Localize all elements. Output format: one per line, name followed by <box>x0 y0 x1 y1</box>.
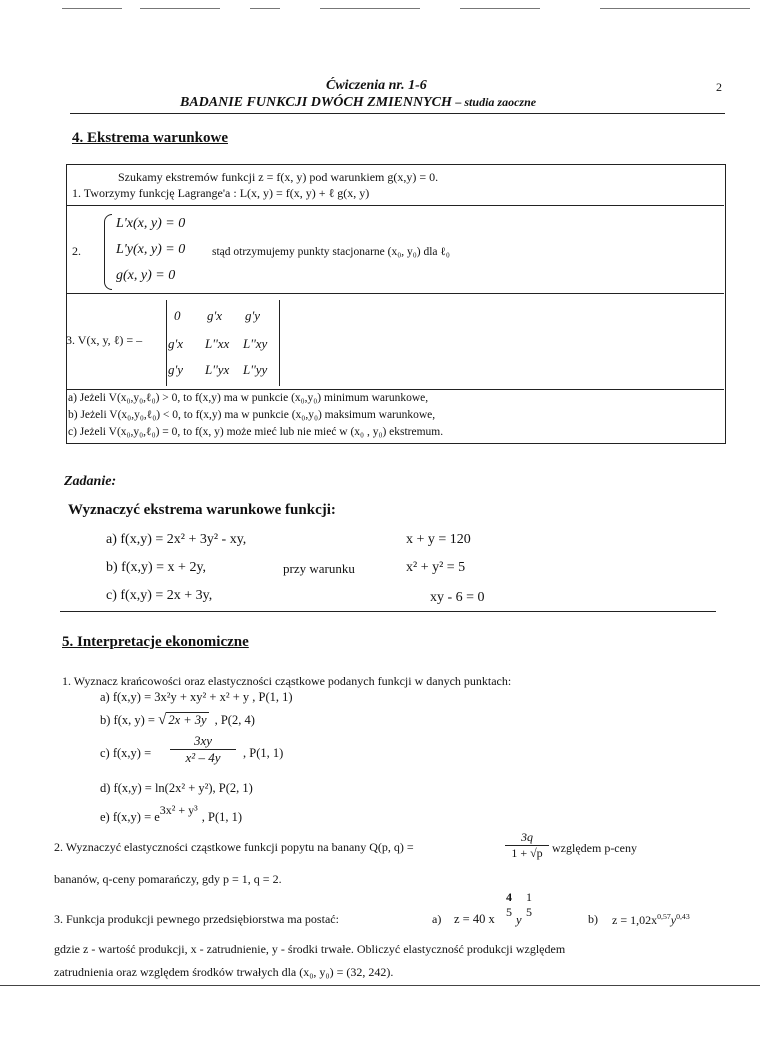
step2-eq1: L'x(x, y) = 0 <box>116 216 186 231</box>
task-b-cond: x² + y² = 5 <box>406 560 466 575</box>
scan-artifact <box>140 8 220 9</box>
matrix-cell: 0 <box>174 308 181 323</box>
header-rule <box>70 113 725 114</box>
q2-line2: bananów, q-ceny pomarańczy, gdy p = 1, q = 2. <box>54 872 282 886</box>
q1-item-d: d) f(x,y) = ln(2x² + y²), P(2, 1) <box>100 781 253 795</box>
q3-a-exp1 <box>504 890 514 920</box>
step1-line: 1. Tworzymy funkcję Lagrange'a : L(x, y) = f(x, y) + ℓ g(x, y) <box>72 186 370 200</box>
matrix-cell: g'x <box>168 336 184 351</box>
q3-a-label: a) <box>432 912 442 926</box>
zadanie-label: Zadanie: <box>64 474 117 489</box>
q1-c-den: x² – 4y <box>185 750 221 765</box>
q3-b-label: b) <box>588 912 598 926</box>
q3-b-exp1: 0,57 <box>657 912 671 921</box>
step2-text: stąd otrzymujemy punkty stacjonarne (x₀, y₀) dla ℓ₀ <box>212 246 450 258</box>
intro-line: Szukamy ekstremów funkcji z = f(x, y) pod warunkiem g(x,y) = 0. <box>118 170 439 184</box>
zadanie-task: Wyznaczyć ekstrema warunkowe funkcji: <box>68 502 336 518</box>
q1-c-num: 3xy <box>170 733 236 750</box>
condition-b: b) Jeżeli V(x₀,y₀,ℓ₀) < 0, to f(x,y) ma w punkcie (x₀,y₀) maksimum warunkowe, <box>68 409 436 421</box>
scan-artifact <box>62 8 122 9</box>
header-title: Ćwiczenia nr. 1-6 <box>326 78 427 93</box>
q1-e-label: e) f(x,y) = e <box>100 810 160 824</box>
section4-heading: 4. Ekstrema warunkowe <box>72 130 228 146</box>
q3-a-base: z = 40 x <box>454 912 495 926</box>
q2-part2: względem p-ceny <box>552 841 637 855</box>
task-a-cond: x + y = 120 <box>406 532 471 547</box>
system-brace <box>104 214 112 290</box>
section-rule <box>60 611 716 612</box>
matrix-cell: g'y <box>168 362 184 377</box>
matrix-cell: g'y <box>245 308 261 323</box>
header-subtitle <box>180 95 536 111</box>
q3-line2: gdzie z - wartość produkcji, x - zatrudnienie, y - środki trwałe. Obliczyć elastyczność produkcji względem <box>54 942 566 956</box>
scan-artifact <box>320 8 420 9</box>
q1-item-a: a) f(x,y) = 3x²y + xy² + x² + y , P(1, 1) <box>100 690 293 704</box>
q1-c-label: c) f(x,y) = <box>100 746 152 760</box>
q1-text: 1. Wyznacz krańcowości oraz elastyczności cząstkowe podanych funkcji w danych punktach: <box>62 674 512 688</box>
q3-b-base: z = 1,02x <box>612 913 658 927</box>
task-c-func: c) f(x,y) = 2x + 3y, <box>106 588 213 603</box>
q1-c-point: , P(1, 1) <box>243 746 284 760</box>
matrix-cell: L''xy <box>243 336 268 351</box>
task-c-cond: xy - 6 = 0 <box>430 590 485 605</box>
box-divider <box>67 293 724 294</box>
step2-eq2: L'y(x, y) = 0 <box>116 242 186 257</box>
task-b-func: b) f(x,y) = x + 2y, <box>106 560 207 575</box>
q1-b-point: , P(2, 4) <box>214 713 255 727</box>
q3-b-y: y <box>670 913 677 927</box>
q1-e-exp: 3x² + y³ <box>159 803 198 817</box>
step3-lhs: 3. V(x, y, ℓ) = – <box>66 333 143 347</box>
subtitle-main: BADANIE FUNKCJI DWÓCH ZMIENNYCH <box>180 95 452 110</box>
matrix-cell: g'x <box>207 308 223 323</box>
section5-heading: 5. Interpretacje ekonomiczne <box>62 634 249 650</box>
q1-item-b: b) f(x, y) = √ 2x + 3y , P(2, 4) <box>100 712 255 728</box>
step2-eq3: g(x, y) = 0 <box>116 268 176 283</box>
q3-a-exp2-num: 1 <box>526 890 532 904</box>
q3-a-exp1-num: 4 <box>506 890 512 904</box>
q3-a-exp2 <box>524 890 534 920</box>
q3-intro: 3. Funkcja produkcji pewnego przedsiębiorstwa ma postać: <box>54 912 339 926</box>
scan-artifact <box>600 8 750 9</box>
matrix-cell: L''yy <box>243 362 268 377</box>
q2-num: 3q <box>505 830 549 846</box>
step2-number: 2. <box>72 244 81 258</box>
q3-line3: zatrudnienia oraz względem środków trwałych dla (x₀, y₀) = (32, 242). <box>54 965 394 979</box>
q3-a-exp1-den: 5 <box>506 905 512 919</box>
scan-artifact <box>250 8 280 9</box>
q1-b-label: b) f(x, y) = <box>100 713 159 727</box>
q1-c-fraction <box>170 733 236 766</box>
q1-item-e <box>100 803 242 825</box>
q3-a-exp2-den: 5 <box>526 905 532 919</box>
q1-b-radicand: 2x + 3y <box>168 713 207 727</box>
matrix-cell: L''xx <box>205 336 230 351</box>
q2-fraction <box>505 830 549 861</box>
q2-den: 1 + √p <box>511 846 543 860</box>
q3-b-exp2: 0,43 <box>676 912 690 921</box>
task-a-func: a) f(x,y) = 2x² + 3y² - xy, <box>106 532 247 547</box>
q1-e-point: , P(1, 1) <box>201 810 243 824</box>
condition-a: a) Jeżeli V(x₀,y₀,ℓ₀) > 0, to f(x,y) ma w punkcie (x₀,y₀) minimum warunkowe, <box>68 392 429 404</box>
q3-a-y: y <box>516 913 522 927</box>
box-divider <box>67 389 724 390</box>
subtitle-suffix: – studia zaoczne <box>455 95 537 109</box>
box-divider <box>67 205 724 206</box>
scan-bottom-edge <box>0 985 760 986</box>
scan-artifact <box>460 8 540 9</box>
matrix-cell: L''yx <box>205 362 230 377</box>
q2-part1: 2. Wyznaczyć elastyczności cząstkowe funkcji popytu na banany Q(p, q) = <box>54 840 414 854</box>
q3-b-formula <box>612 912 690 928</box>
page-number: 2 <box>716 80 722 94</box>
przy-warunku: przy warunku <box>283 561 355 576</box>
condition-c: c) Jeżeli V(x₀,y₀,ℓ₀) = 0, to f(x, y) może mieć lub nie mieć w (x₀ , y₀) ekstremum. <box>68 426 444 438</box>
